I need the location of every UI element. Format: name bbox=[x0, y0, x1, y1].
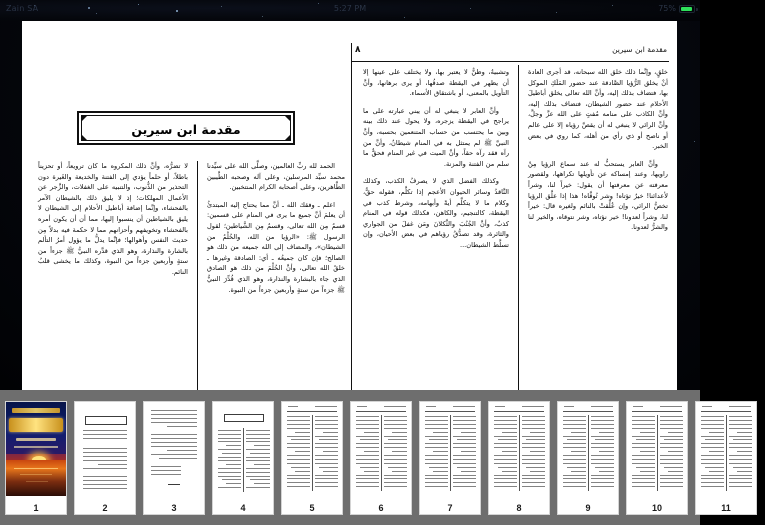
thumbnail-preview bbox=[489, 402, 549, 496]
thumbnail-page-5[interactable] bbox=[282, 402, 342, 514]
paragraph: اعلم ـ وفقك الله ـ أنَّ مما يحتاج إليه المبتدئُ أن يعلمَ أنَّ جميع ما يرى في المنام على قسمين: قسمٌ مِن الله تعالى، وقسمٌ مِن الشَّياطين؛ لقول الرسول ﷺ: «الرؤيا من الله، والحُلْمُ من الشيطان»، والمضاف إلى الله جميعه من ذلك هو الصالح؛ فإن كان جميعُه ـ أي: الصادقة وغيرها ـ خلقُ الله تعالى، وأنَّ الحُلْمَ من ذلك هو الصادق الذي جاء بالبشارة والنذارة، وهو الذي قُدِّرَ النبيُّ ﷺ جزءاً من ستةٍ وأربعين جزءاً من النبوة. bbox=[207, 200, 345, 294]
battery-icon bbox=[679, 5, 695, 13]
thumbnail-preview bbox=[213, 402, 273, 496]
carrier-label: Zain SA bbox=[6, 4, 39, 13]
thumbnail-page-9[interactable] bbox=[558, 402, 618, 514]
thumbnail-preview bbox=[627, 402, 687, 496]
thumbnail-page-6[interactable] bbox=[351, 402, 411, 514]
document-page[interactable] bbox=[22, 21, 677, 390]
thumbnail-page-number: 2 bbox=[102, 503, 108, 513]
battery-percent-label: 75% bbox=[658, 4, 676, 13]
text-column-right-page-left bbox=[363, 67, 509, 258]
thumbnail-page-11[interactable] bbox=[696, 402, 756, 514]
paragraph: وأنَّ العابر لا ينبغي له أن يبني عبارته على ما يراجح في اليقظة يزجره، ولا يحول عند ذلك بينه وبين ما يحتسب من حساب المتنعمين بحسبه، وأنَّ النبيَّ ﷺ لم يمتثل به في المنام شيطانٌ، وأنَّ من رآه فقد رآه حقاً، وأنَّ الميت في غير المنام فحقٌّ ما سلم من الفتنة والمزنة. bbox=[363, 106, 509, 168]
text-column-right-page-right bbox=[528, 67, 668, 240]
thumbnail-page-number: 8 bbox=[516, 503, 522, 513]
thumbnail-page-10[interactable] bbox=[627, 402, 687, 514]
thumbnail-page-number: 4 bbox=[240, 503, 246, 513]
paragraph: وتشبيهٌ، وظنٌّ لا يعتبر بها، ولا يختلف على عينها إلا أن يظهر في اليقظة صدقُها، أو يرى برهانها، وأنَّ التأويل بالمعنى، أو باشتقاق الأسماء. bbox=[363, 68, 509, 98]
paragraph: خلقٍ، وإنَّما ذلك خلق الله سبحانه، قد أجرى العادة أنْ يخلق الرُّؤيا الصَّادقة عند حضور المَلَكِ الموكل بها، فتضاف بذلك إليه، وأنَّ الله تعالى يخلق أباطيلَ الأحلام عند حضور الشيطان، فتضاف بذلك إليه، وأنَّ الكاذب على منامه مُفتٍ على الله عزَّ وجلَّ، وأنَّ الرائي لا ينبغي له أن يقصَّ رؤياه إلا على عالم أو ناصح أو ذي رأي من أهله، كما روي في بعض الخبر. bbox=[528, 68, 668, 151]
thumbnail-preview bbox=[282, 402, 342, 496]
thumbnail-preview bbox=[144, 402, 204, 496]
thumbnail-preview bbox=[6, 402, 66, 496]
device-status-bar bbox=[0, 0, 700, 21]
paragraph: وأنَّ العابر يستحبُّ له عند سماع الرؤيا مِنْ راويها، وعند إمساكه عن تأويلها تكراهها، ولقصور معرفته عن معرفتها أن يقول: خيراً لنا، وشراً لأعدائنا! خيرٌ تؤتاه! وشر تُوقَّاه! هذا إذا علَّق الرؤيا تخصُّ الرائي، وإن عُلِّقتْ بالنائم ولغيره قال: خيراً لنا، وشراً لعدونا! خير نؤتاه، وشر نتوقاه، والخير لنا والشرُّ لعدونا. bbox=[528, 159, 668, 232]
paragraph: وكذلك الفضل الذي لا يصرفُ الكذب، وكذلك النَّاقدُ وسائر الحيوان الأعجم إذا تكلَّم، فقوله حقٌّ، وكلام ما لا يتكلَّم أيةً وأبهامه، وشرط كذب في اليقظة، كالتنجيم، والكاهن، فكذلك قوله في المنام كذبٌ، وأنَّ الجُنُبَ والثَّكلانَ ومَن غفلَ من الجواري والثائرة، وقد تصدُّقُ رؤياهم في بعض الأحيان، وإن تسلَّط الشيطان... bbox=[363, 177, 509, 249]
thumbnail-preview bbox=[558, 402, 618, 496]
thumbnail-page-8[interactable] bbox=[489, 402, 549, 514]
section-title-box bbox=[77, 111, 295, 145]
thumbnail-page-number: 11 bbox=[721, 503, 731, 513]
thumbnail-preview bbox=[75, 402, 135, 496]
thumbnail-page-number: 3 bbox=[171, 503, 177, 513]
thumbnail-page-number: 6 bbox=[378, 503, 384, 513]
thumbnail-page-number: 1 bbox=[33, 503, 39, 513]
thumbnail-page-3[interactable] bbox=[144, 402, 204, 514]
running-head-title: مقدمة ابن سيرين bbox=[612, 45, 667, 54]
thumbnail-page-1[interactable] bbox=[6, 402, 66, 514]
thumbnail-page-number: 7 bbox=[447, 503, 453, 513]
ornament-corner-icon bbox=[285, 116, 290, 121]
page-number: ٨ bbox=[355, 45, 361, 55]
text-column-left-page-right bbox=[207, 161, 345, 302]
thumbnail-preview bbox=[420, 402, 480, 496]
thumbnail-page-number: 9 bbox=[585, 503, 591, 513]
thumbnail-page-7[interactable] bbox=[420, 402, 480, 514]
page-thumbnail-strip[interactable] bbox=[0, 390, 731, 525]
thumbnail-page-number: 5 bbox=[309, 503, 315, 513]
ornament-corner-icon bbox=[82, 116, 87, 121]
text-column-left-page-left bbox=[38, 161, 188, 285]
status-clock: 5:27 PM bbox=[333, 4, 367, 13]
paragraph: لا تضرُّه، وأنَّ ذلك المكروه ما كان ترويعاً، أو تحزيناً باطلاً، أو حلماً يؤدي إلى الفتنة والخديعة والغَيرة دون التحذير من الذُّنوب، والتنبيه على الغفلات، والزَّجر عن الأعمال المهلكات؛ إذ لا يليق ذلك بالشيطان الآمر بالفحشاء، وإنَّما إضافة أباطيل الأحلام إلى الشيطان لا يليق بالشياطين أن ينسبوا إليها، مما أن أن يكون أمره بالفحشاء وتخويفهم وأحزانهم مما لا حكمة فيه بدلاً مِن حديث النفس وأهوالها؛ فإنَّما يدلُّ ما يؤول أمرُ التألم بالشارة والنذارة، وهو الذي قدَّره النبيُّ ﷺ جزءاً من ستةٍ وأربعين جزءاً من النبوة، وكذلك ما يخشى قلبُ النائم. bbox=[38, 162, 188, 276]
running-head bbox=[351, 45, 669, 62]
thumbnail-page-2[interactable] bbox=[75, 402, 135, 514]
thumbnail-preview bbox=[351, 402, 411, 496]
thumbnail-page-4[interactable] bbox=[213, 402, 273, 514]
section-title: مقدمة ابن سيرين bbox=[131, 122, 241, 137]
document-viewport[interactable] bbox=[0, 21, 700, 390]
thumbnail-track[interactable] bbox=[6, 402, 765, 514]
paragraph: الحمد لله ربِّ العالمين، وصلَّى الله على سيِّدنا محمد سيِّد المرسلين، وعلى آله وصحبه الطَّيبين الطَّاهرين، وعلى أصحابه الكرام المنتخبين. bbox=[207, 162, 345, 192]
battery-tip-icon bbox=[696, 8, 698, 11]
thumbnail-page-number: 10 bbox=[651, 503, 662, 513]
thumbnail-preview bbox=[696, 402, 756, 496]
